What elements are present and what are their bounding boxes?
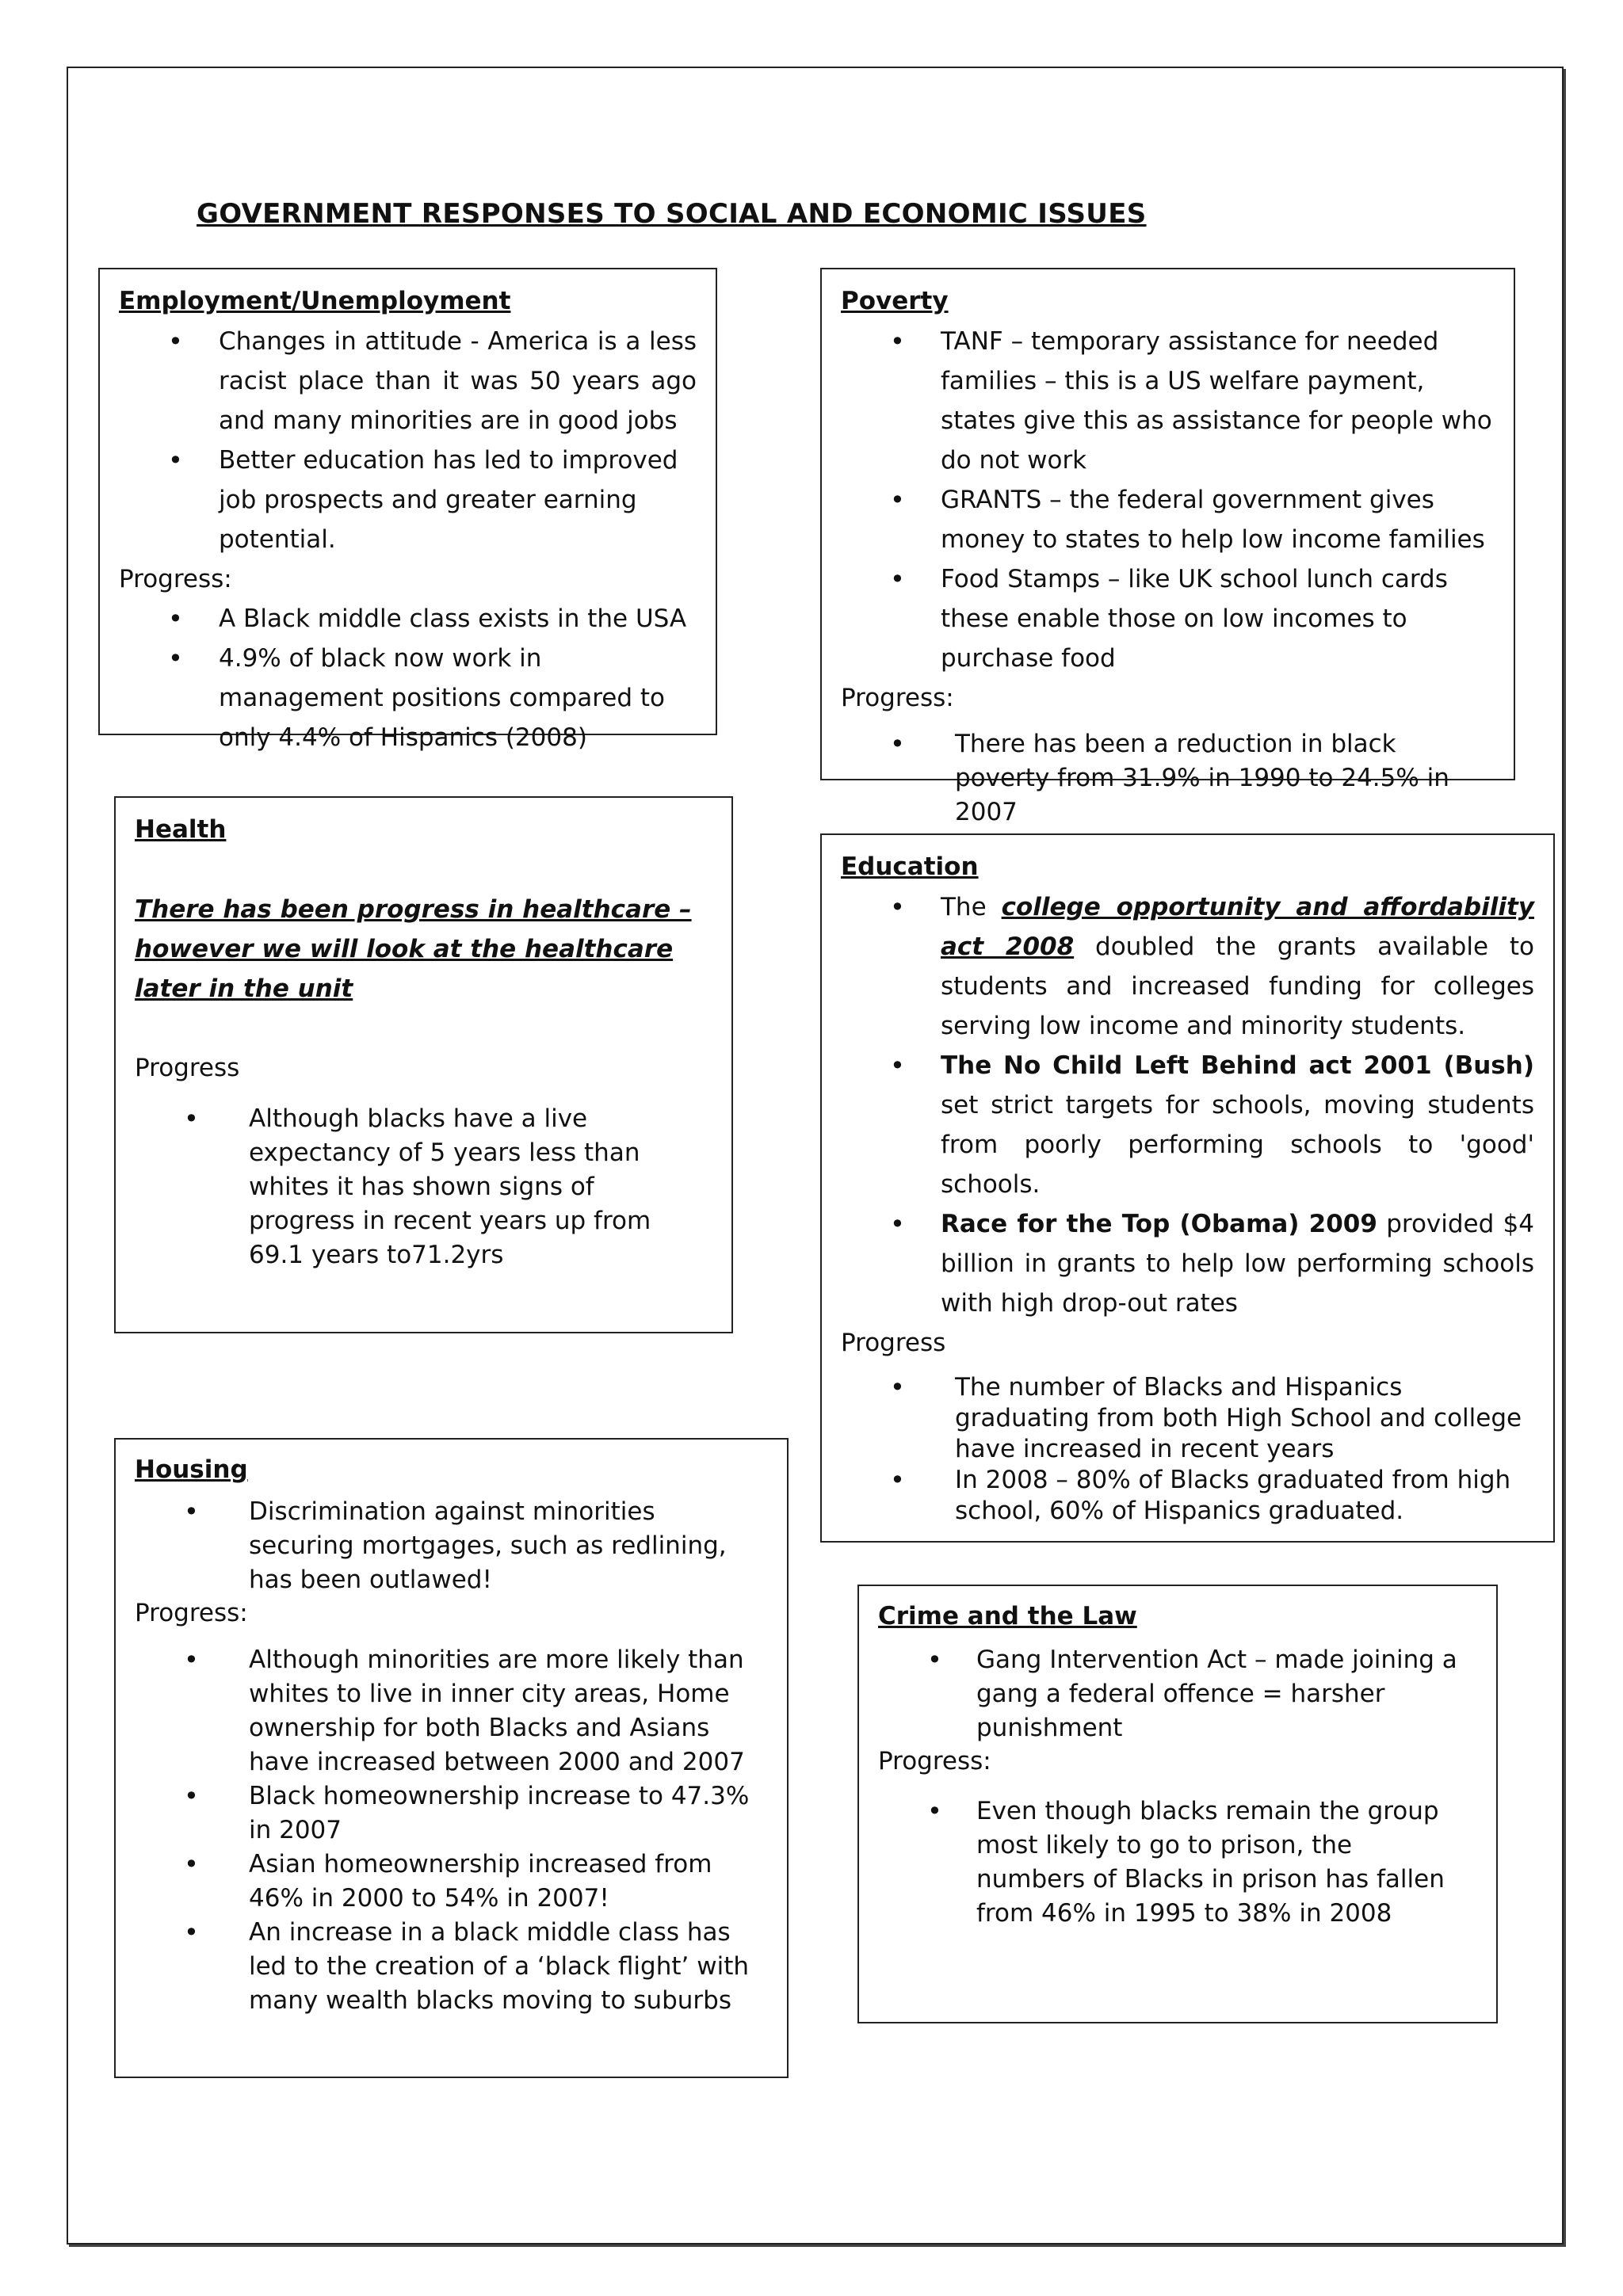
health-box xyxy=(114,796,733,1333)
poverty-list xyxy=(841,322,1495,678)
list-item: • Changes in attitude - America is a less racist place than it was 50 years ago and many minorities are in good jobs xyxy=(119,322,697,441)
education-progress-list xyxy=(841,1372,1534,1527)
education-progress-label: Progress xyxy=(841,1329,946,1357)
list-item: • In 2008 – 80% of Blacks graduated from high school, 60% of Hispanics graduated. xyxy=(841,1465,1534,1527)
nclb-act-name: The No Child Left Behind act 2001 (Bush) xyxy=(941,1051,1534,1080)
page-title: GOVERNMENT RESPONSES TO SOCIAL AND ECONOMIC ISSUES xyxy=(197,198,1147,230)
list-item: • A Black middle class exists in the USA xyxy=(119,599,697,639)
b3-post: provided $4 billion in grants to help low performing schools with high drop-out rates xyxy=(941,1210,1535,1318)
b1-post: doubled the grants available to students and increased funding for colleges serving low income and minority students. xyxy=(941,933,1534,1040)
housing-heading: Housing xyxy=(135,1455,248,1484)
list-item: • There has been a reduction in black poverty from 31.9% in 1990 to 24.5% in 2007 xyxy=(841,727,1495,830)
list-item: • Food Stamps – like UK school lunch cards these enable those on low incomes to purchase food xyxy=(841,559,1495,678)
poverty-heading: Poverty xyxy=(841,287,949,315)
list-item: • GRANTS – the federal government gives money to states to help low income families xyxy=(841,480,1495,559)
education-box xyxy=(820,833,1555,1543)
b2-post: set strict targets for schools, moving students from poorly performing schools to 'good' schools. xyxy=(941,1091,1534,1199)
employment-progress-label: Progress: xyxy=(119,565,232,593)
list-item: • Although blacks have a live expectancy of 5 years less than whites it has shown signs of progress in recent years up from 69.1 years to71.2yrs xyxy=(135,1102,712,1272)
list-item: • TANF – temporary assistance for needed families – this is a US welfare payment, states give this as assistance for people who do not work xyxy=(841,322,1495,480)
education-heading: Education xyxy=(841,852,979,881)
employment-progress-list xyxy=(119,599,697,757)
poverty-progress-list xyxy=(841,727,1495,830)
list-item: • Discrimination against minorities securing mortgages, such as redlining, has been outlawed! xyxy=(135,1495,768,1597)
education-list xyxy=(841,887,1534,1323)
housing-progress-list xyxy=(135,1643,768,2018)
list-item: • An increase in a black middle class has led to the creation of a ‘black flight’ with many wealth blacks moving to suburbs xyxy=(135,1916,768,2018)
list-item xyxy=(841,1204,1534,1323)
college-act-name: college opportunity and affordability act 2008 xyxy=(941,893,1534,961)
health-emphasis: There has been progress in healthcare – however we will look at the healthcare later in the unit xyxy=(135,895,692,1003)
list-item: • Asian homeownership increased from 46% in 2000 to 54% in 2007! xyxy=(135,1848,768,1916)
crime-progress-list xyxy=(878,1794,1477,1931)
list-item: • Black homeownership increase to 47.3% in 2007 xyxy=(135,1779,768,1848)
health-heading: Health xyxy=(135,815,227,844)
crime-list xyxy=(878,1643,1477,1745)
list-item: • Although minorities are more likely than whites to live in inner city areas, Home ownership for both Blacks and Asians have increased between 2000 and 2007 xyxy=(135,1643,768,1779)
b1-pre: The xyxy=(941,893,1002,921)
crime-heading: Crime and the Law xyxy=(878,1602,1137,1630)
crime-progress-label: Progress: xyxy=(878,1747,991,1775)
race-to-top-name: Race for the Top (Obama) 2009 xyxy=(941,1210,1377,1238)
list-item: • 4.9% of black now work in management positions compared to only 4.4% of Hispanics (2008) xyxy=(119,639,697,757)
health-progress-label: Progress xyxy=(135,1054,240,1082)
health-progress-list xyxy=(135,1102,712,1272)
list-item xyxy=(841,1046,1534,1204)
list-item: • Better education has led to improved job prospects and greater earning potential. xyxy=(119,441,697,559)
employment-list xyxy=(119,322,697,559)
employment-heading: Employment/Unemployment xyxy=(119,287,511,315)
list-item: • The number of Blacks and Hispanics graduating from both High School and college have increased in recent years xyxy=(841,1372,1534,1465)
list-item: • Gang Intervention Act – made joining a gang a federal offence = harsher punishment xyxy=(878,1643,1477,1745)
crime-box xyxy=(857,1585,1498,2023)
poverty-box xyxy=(820,268,1515,826)
housing-box xyxy=(114,1438,789,2078)
employment-box xyxy=(98,268,717,752)
poverty-progress-label: Progress: xyxy=(841,684,954,712)
list-item xyxy=(841,887,1534,1046)
housing-list xyxy=(135,1495,768,1597)
housing-progress-label: Progress: xyxy=(135,1599,248,1627)
list-item: • Even though blacks remain the group most likely to go to prison, the numbers of Blacks in prison has fallen from 46% in 1995 to 38% in 2008 xyxy=(878,1794,1477,1931)
